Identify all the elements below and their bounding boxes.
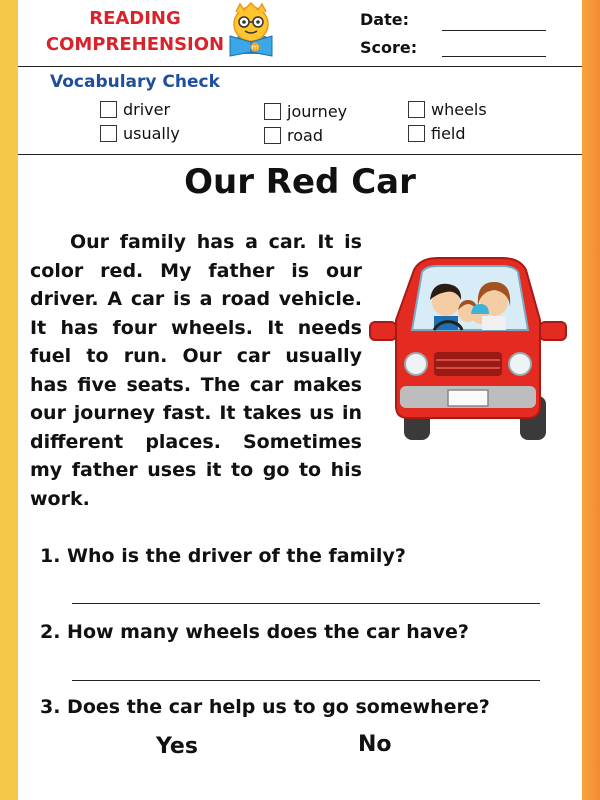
story-body: Our family has a car. It is color red. My father is our driver. A car is a road vehicle. It has four wheels. It needs fuel to run. Our car usually has five seats. The car makes our journey fast. It takes us in different places. Sometimes my father uses it to go to his work. (30, 231, 362, 510)
question-3: 3. Does the car help us to go somewhere? (40, 696, 490, 718)
vocab-word: wheels (431, 100, 487, 119)
title-line-comprehension: COMPREHENSION (45, 34, 225, 55)
worksheet (18, 0, 582, 800)
vocab-word: journey (287, 102, 348, 121)
vocabulary-title: Vocabulary Check (50, 72, 220, 92)
question-2: 2. How many wheels does the car have? (40, 621, 469, 643)
vocab-item-field[interactable] (408, 124, 466, 143)
title-line-reading: READING (89, 8, 181, 29)
vocabulary-divider (18, 154, 582, 155)
story-text (30, 228, 362, 513)
vocab-item-usually[interactable] (100, 124, 180, 143)
vocab-word: field (431, 124, 466, 143)
vocab-checkbox[interactable] (264, 127, 281, 144)
story-title: Our Red Car (184, 162, 416, 202)
answer-line-1[interactable] (72, 603, 540, 604)
vocab-checkbox[interactable] (408, 125, 425, 142)
answer-line-2[interactable] (72, 680, 540, 681)
date-answer-line[interactable] (442, 30, 546, 31)
header-divider (18, 66, 582, 67)
vocab-checkbox[interactable] (264, 103, 281, 120)
mascot-reading-icon (220, 2, 282, 58)
vocab-word: road (287, 126, 323, 145)
date-label: Date: (360, 10, 409, 29)
vocab-checkbox[interactable] (408, 101, 425, 118)
vocab-word: driver (123, 100, 171, 119)
score-label: Score: (360, 38, 418, 57)
date-score-labels (360, 6, 417, 62)
vocab-item-journey[interactable] (264, 102, 347, 121)
vocab-word: usually (123, 124, 180, 143)
score-answer-line[interactable] (442, 56, 546, 57)
question-1: 1. Who is the driver of the family? (40, 545, 406, 567)
red-car-family-illustration (368, 246, 568, 446)
vocab-item-driver[interactable] (100, 100, 170, 119)
worksheet-title (40, 6, 230, 58)
vocab-item-wheels[interactable] (408, 100, 487, 119)
option-no[interactable]: No (358, 732, 392, 757)
vocab-item-road[interactable] (264, 126, 323, 145)
vocab-checkbox[interactable] (100, 125, 117, 142)
vocab-checkbox[interactable] (100, 101, 117, 118)
option-yes[interactable]: Yes (156, 734, 198, 759)
mascot-badge-letter: m (251, 43, 259, 52)
